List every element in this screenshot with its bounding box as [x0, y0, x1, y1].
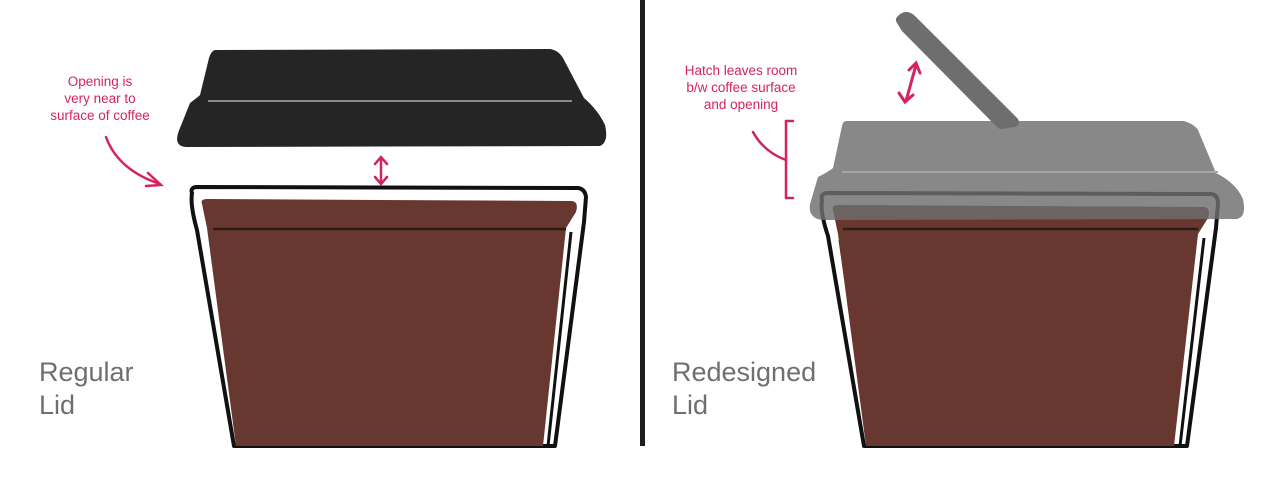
curved-pointer-arrow [106, 137, 161, 186]
opening-note-line: very near to [64, 91, 136, 106]
gap-arrow [375, 157, 387, 184]
hatch-note [670, 62, 812, 113]
title-line: Regular [39, 357, 134, 387]
title-line: Lid [39, 390, 76, 420]
opening-note [38, 73, 162, 124]
opening-note-line: Opening is [67, 74, 133, 89]
hatch-note-line: b/w coffee surface [686, 80, 796, 95]
redesigned-lid [810, 121, 1244, 220]
coffee-fill [202, 199, 577, 446]
opening-note-line: surface of coffee [50, 108, 150, 123]
coffee-fill [833, 205, 1209, 446]
hatch-note-line: and opening [703, 97, 779, 112]
redesigned-lid-title [672, 356, 816, 422]
title-line: Lid [672, 390, 709, 420]
hatch-note-line: Hatch leaves room [684, 63, 798, 78]
regular-lid-title [39, 356, 134, 422]
height-bracket [753, 121, 793, 198]
regular-lid [177, 49, 606, 147]
hatch-gap-arrow [899, 63, 920, 102]
redesigned-lid-panel [646, 0, 1278, 478]
title-line: Redesigned [672, 357, 817, 387]
panel-divider [640, 0, 645, 446]
